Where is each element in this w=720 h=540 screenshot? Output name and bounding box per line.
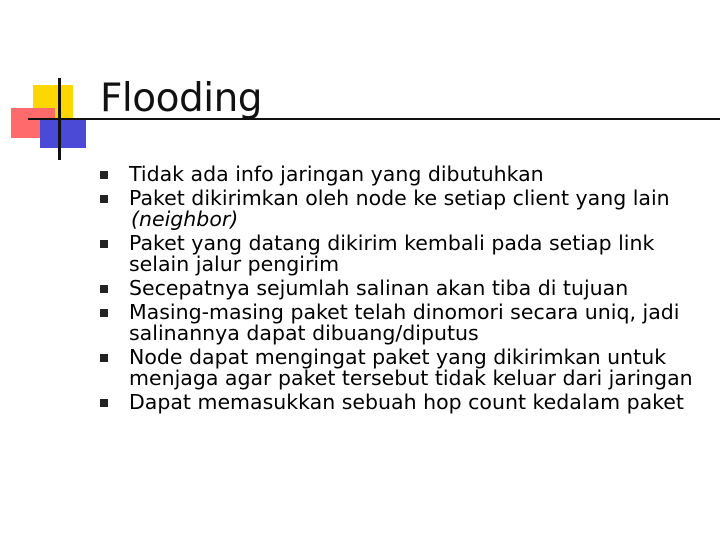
- list-item-text: Paket dikirimkan oleh node ke setiap client yang lain: [129, 186, 670, 210]
- slide-title: Flooding: [100, 76, 263, 121]
- list-item-text: Node dapat mengingat paket yang dikirimkan untuk menjaga agar paket tersebut tidak keluar dari jaringan: [129, 345, 693, 390]
- list-item: [98, 233, 708, 275]
- list-item: [98, 392, 708, 413]
- bullet-list: [98, 164, 708, 416]
- list-item-text: Secepatnya sejumlah salinan akan tiba di tujuan: [129, 276, 629, 300]
- square-bullet-icon: [100, 171, 108, 179]
- square-bullet-icon: [100, 285, 108, 293]
- square-bullet-icon: [100, 240, 108, 248]
- list-item-extra: (neighbor): [131, 207, 239, 231]
- list-item-text: Tidak ada info jaringan yang dibutuhkan: [129, 162, 544, 186]
- square-bullet-icon: [100, 399, 108, 407]
- list-item: [98, 188, 708, 230]
- list-item: [98, 164, 708, 185]
- list-item-text: Paket yang datang dikirim kembali pada setiap link selain jalur pengirim: [129, 231, 655, 276]
- square-bullet-icon: [100, 309, 108, 317]
- blue-square-decoration: [40, 120, 86, 148]
- list-item-text: Dapat memasukkan sebuah hop count kedalam paket: [129, 390, 684, 414]
- square-bullet-icon: [100, 354, 108, 362]
- square-bullet-icon: [100, 195, 108, 203]
- list-item: [98, 278, 708, 299]
- list-item: [98, 347, 708, 389]
- list-item: [98, 302, 708, 344]
- list-item-text: Masing-masing paket telah dinomori secara uniq, jadi salinannya dapat dibuang/diputus: [129, 300, 680, 345]
